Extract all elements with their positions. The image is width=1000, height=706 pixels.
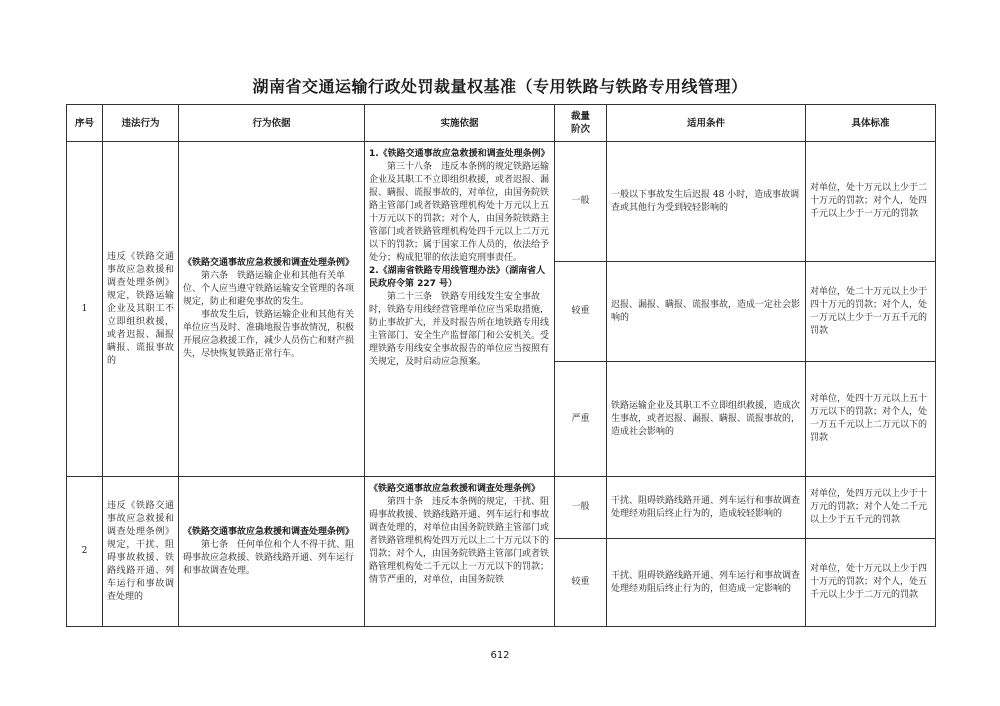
impl-paragraph: 第二十三条 铁路专用线发生安全事故时，铁路专用线经营管理单位应当采取措施，防止事故扩大，并及时报告所在地铁路专用线主管部门、安全生产监督部门和公安机关。受理铁路专用线安全事故报告的单位应当按照有关规定，及时启动应急预案。	[369, 292, 550, 367]
violation-cell: 违反《铁路交通事故应急救援和调查处理条例》规定，干扰、阻碍事故救援、铁路线路开通、列车运行和事故调查处理的	[103, 477, 179, 627]
impl-paragraph: 第三十八条 违反本条例的规定铁路运输企业及其职工不立即组织救援，或者迟报、漏报、瞒报、谎报事故的，对单位，由国务院铁路主管部门或者铁路管理机构处十万元以上五十万元以下的罚款；对个人，由国务院铁路主管部门或者铁路管理机构处四千元以上二万元以下的罚款；属于国家工作人员的，依法给予处分；构成犯罪的依法追究刑事责任。	[369, 162, 550, 263]
basis-title: 《铁路交通事故应急救援和调查处理条例》	[183, 258, 355, 268]
standard-cell: 对单位，处十万元以上少于四十万元的罚款；对个人，处五千元以上少于二万元的罚款	[806, 539, 936, 627]
basis-paragraph: 事故发生后，铁路运输企业和其他有关单位应当及时、准确地报告事故情况，积极开展应急救援工作，减少人员伤亡和财产损失，尽快恢复铁路正常行车。	[183, 310, 355, 359]
level-cell: 一般	[555, 142, 607, 262]
header-row	[67, 105, 936, 142]
table-row	[67, 477, 936, 539]
standard-cell: 对单位，处十万元以上少于二十万元的罚款；对个人，处四千元以上少于一万元的罚款	[806, 142, 936, 262]
header-violation: 违法行为	[103, 105, 179, 142]
condition-cell: 铁路运输企业及其职工不立即组织救援，造成次生事故，或者迟报、漏报、瞒报、谎报事故的，造成社会影响的	[607, 362, 806, 477]
standard-cell: 对单位，处二十万元以上少于四十万元的罚款；对个人，处一万元以上少于一万五千元的罚款	[806, 262, 936, 362]
level-cell: 一般	[555, 477, 607, 539]
header-impl: 实施依据	[365, 105, 555, 142]
violation-cell: 违反《铁路交通事故应急救援和调查处理条例》规定，铁路运输企业及其职工不立即组织救援，或者迟报、漏报瞒报、谎报事故的	[103, 142, 179, 477]
header-seq: 序号	[67, 105, 103, 142]
page-number: 612	[490, 650, 510, 661]
level-cell: 较重	[555, 262, 607, 362]
basis-cell	[179, 142, 365, 477]
impl-cell	[365, 142, 555, 477]
impl-cell	[365, 477, 555, 627]
header-level: 裁量 阶次	[555, 105, 607, 142]
condition-cell: 干扰、阻碍铁路线路开通、列车运行和事故调查处理经劝阻后终止行为的，造成较轻影响的	[607, 477, 806, 539]
header-conditions: 适用条件	[607, 105, 806, 142]
header-standard: 具体标准	[806, 105, 936, 142]
seq-cell: 1	[67, 142, 103, 477]
standard-cell: 对单位，处四十万元以上五十万元以下的罚款；对个人，处一万五千元以上二万元以下的罚款	[806, 362, 936, 477]
impl-title: 1.《铁路交通事故应急救援和调查处理条例》	[369, 149, 550, 159]
header-basis: 行为依据	[179, 105, 365, 142]
table-row	[67, 142, 936, 262]
impl-paragraph: 第四十条 违反本条例的规定，干扰、阻碍事故救援、铁路线路开通、列车运行和事故调查处理的，对单位由国务院铁路主管部门或者铁路管理机构处四万元以上二十万元以下的罚款；对个人，由国务院铁路主管部门或者铁路管理机构处二千元以上一万元以下的罚款；情节严重的，对单位，由国务院铁	[369, 497, 550, 585]
page-title: 湖南省交通运输行政处罚裁量权基准（专用铁路与铁路专用线管理）	[252, 77, 748, 96]
impl-title: 2.《湖南省铁路专用线管理办法》（湖南省人民政府令第 227 号）	[369, 266, 546, 289]
impl-title: 《铁路交通事故应急救援和调查处理条例》	[369, 484, 541, 494]
condition-cell: 一般以下事故发生后迟报 48 小时，造成事故调查或其他行为受到较轻影响的	[607, 142, 806, 262]
level-cell: 较重	[555, 539, 607, 627]
seq-cell: 2	[67, 477, 103, 627]
condition-cell: 干扰、阻碍铁路线路开通、列车运行和事故调查处理经劝阻后终止行为的，但造成一定影响的	[607, 539, 806, 627]
condition-cell: 迟报、漏报、瞒报、谎报事故，造成一定社会影响的	[607, 262, 806, 362]
basis-title: 《铁路交通事故应急救援和调查处理条例》	[183, 526, 355, 537]
basis-paragraph: 第七条 任何单位和个人不得干扰、阻碍事故应急救援、铁路线路开通、列车运行和事故调查处理。	[183, 539, 355, 576]
level-cell: 严重	[555, 362, 607, 477]
penalty-table	[66, 104, 936, 627]
basis-paragraph: 第六条 铁路运输企业和其他有关单位、个人应当遵守铁路运输安全管理的各项规定，防止和避免事故的发生。	[183, 271, 355, 307]
basis-cell	[179, 477, 365, 627]
standard-cell: 对单位，处四万元以上少于十万元的罚款；对个人处二千元以上少于五千元的罚款	[806, 477, 936, 539]
